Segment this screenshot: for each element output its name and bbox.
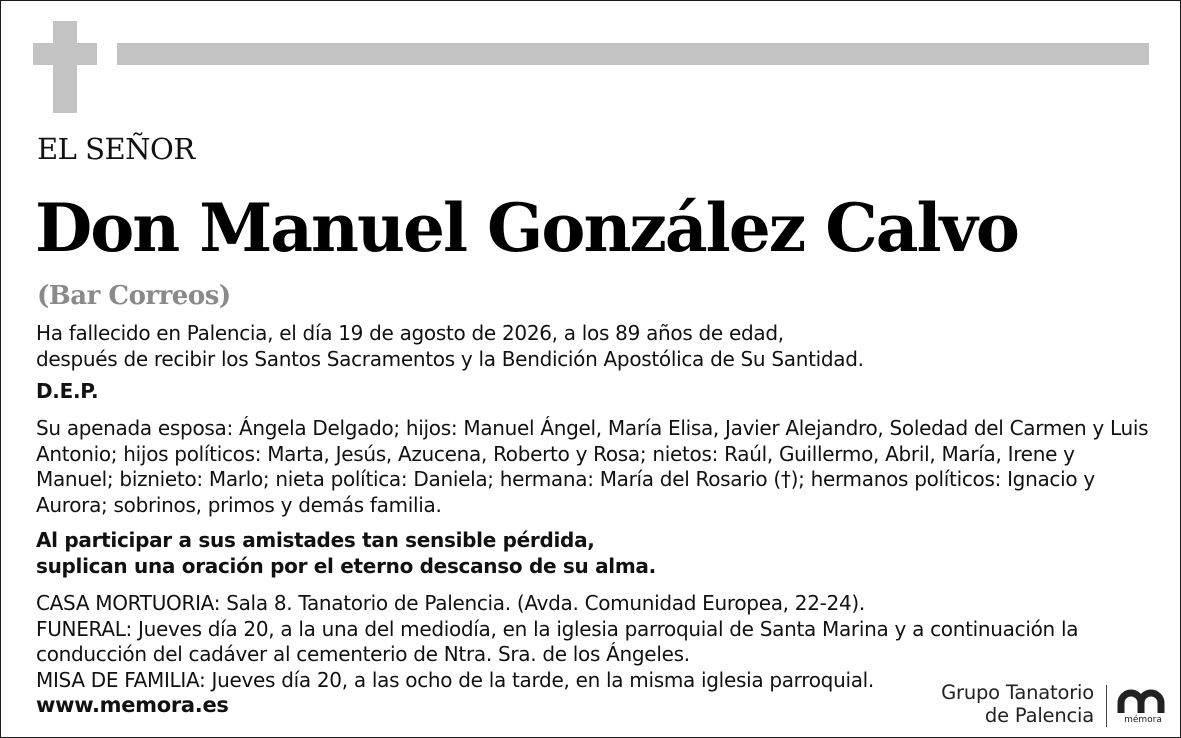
dep-label: D.E.P. (36, 379, 99, 403)
funeral-line-1: FUNERAL: Jueves día 20, a la una del mediodía, en la iglesia parroquial de Santa Marina y a continuación la (36, 616, 1079, 641)
cross-horizontal-bar (33, 43, 97, 65)
deceased-nickname: (Bar Correos) (37, 281, 231, 311)
prayer-line-1: Al participar a sus amistades tan sensible pérdida, (36, 528, 595, 552)
prayer-request (36, 528, 656, 579)
logo-divider (1106, 685, 1107, 727)
prayer-line-2: suplican una oración por el eterno descanso de su alma. (36, 553, 656, 578)
logo-mark-label: mémora (1124, 715, 1162, 725)
logo-line-2: de Palencia (984, 704, 1094, 727)
announcement-line-1: Ha fallecido en Palencia, el día 19 de agosto de 2026, a los 89 años de edad, (36, 321, 784, 345)
service-details (36, 591, 1078, 693)
title-prefix: EL SEÑOR (37, 132, 195, 166)
cross-vertical-bar (53, 21, 77, 113)
family-list: Su apenada esposa: Ángela Delgado; hijos: Manuel Ángel, María Elisa, Javier Alejandro, Soledad del Carmen y Luis Antonio; hijos políticos: Marta, Jesús, Azucena, Roberto y Rosa; nietos: Raúl, Guillermo, Abril, María, Irene y Manuel; biznieto: Marlo; nieta política: Daniela; hermana: María del Rosario (†); hermanos políticos: Ignacio y Aurora; sobrinos, primos y demás familia. (36, 416, 1149, 517)
announcement-line-2: después de recibir los Santos Sacramentos y la Bendición Apostólica de Su Santidad. (36, 346, 864, 371)
funeral-home-logo-text (941, 681, 1094, 727)
website-link[interactable]: www.memora.es (36, 693, 229, 717)
misa-line: MISA DE FAMILIA: Jueves día 20, a las ocho de la tarde, en la misma iglesia parroquial. (36, 667, 874, 692)
casa-mortuoria-line: CASA MORTUORIA: Sala 8. Tanatorio de Palencia. (Avda. Comunidad Europea, 22-24). (36, 591, 865, 615)
funeral-line-2: conducción del cadáver al cementerio de Ntra. Sra. de los Ángeles. (36, 642, 690, 666)
deceased-name: Don Manuel González Calvo (35, 189, 1018, 267)
death-announcement (36, 321, 864, 372)
logo-line-1: Grupo Tanatorio (941, 681, 1094, 704)
top-decorative-bar (117, 43, 1149, 65)
